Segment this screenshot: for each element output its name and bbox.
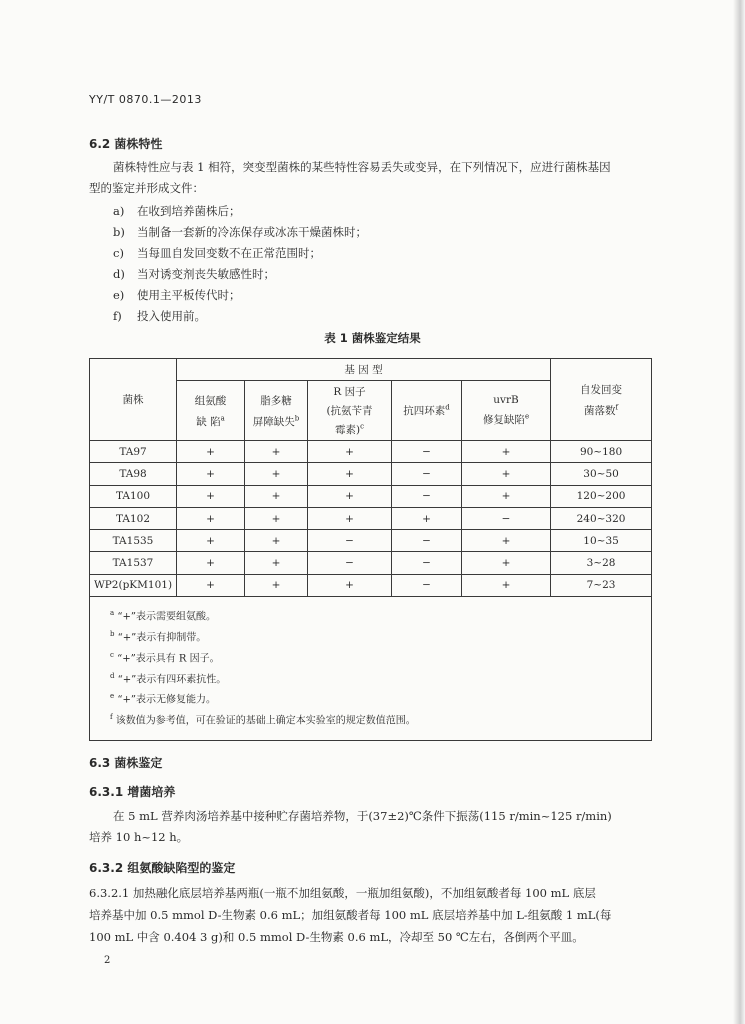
list-item-key: c) [113, 246, 124, 260]
footnote-mark: f [110, 713, 113, 722]
header-histidine-text: 缺 陷 [196, 415, 221, 428]
header-r-factor-text: 霉素) [334, 424, 361, 436]
cell-histidine: + [177, 485, 245, 507]
header-r-factor-line3 [308, 422, 391, 437]
footnote-mark: d [110, 671, 115, 680]
header-uvrb-text: 修复缺陷 [482, 414, 525, 426]
list-item-key: d) [113, 267, 125, 281]
list-item [113, 203, 241, 219]
table-row [90, 552, 652, 574]
cell-histidine: + [177, 463, 245, 485]
footnote-mark: c [360, 422, 365, 431]
header-lps-line2 [245, 414, 307, 429]
footnote-mark: e [524, 412, 530, 421]
cell-lps: + [245, 507, 308, 529]
cell-tetracycline: − [392, 552, 462, 574]
section-6-3-2-1-para-line2: 培养基中加 0.5 mmol D-生物素 0.6 mL；加组氨酸者每 100 mL 底层培养基中加 L-组氨酸 1 mL(每 [89, 908, 612, 922]
table-row [90, 463, 652, 485]
header-revertants [551, 359, 652, 441]
cell-histidine: + [177, 552, 245, 574]
header-revertants-line1: 自发回变 [580, 383, 623, 396]
list-item-text: 当制备一套新的冷冻保存或冰冻干燥菌株时； [137, 225, 367, 239]
footnote [110, 688, 645, 709]
list-item [113, 287, 241, 303]
cell-uvrb: − [462, 507, 551, 529]
section-6-2-para-line2: 型的鉴定并形成文件： [89, 181, 204, 195]
footnote-mark: d [445, 403, 450, 412]
header-uvrb-line2 [462, 412, 550, 427]
section-6-2-title: 6.2 菌株特性 [89, 137, 163, 151]
header-tetracycline [392, 381, 462, 441]
cell-tetracycline: − [392, 463, 462, 485]
cell-uvrb: + [462, 574, 551, 596]
footnote-mark: e [110, 692, 115, 701]
list-item [113, 266, 275, 282]
section-6-3-1-title: 6.3.1 增菌培养 [89, 785, 176, 799]
list-item-text: 投入使用前。 [137, 309, 206, 323]
footnote [110, 647, 645, 668]
footnote-text: “+”表示需要组氨酸。 [117, 611, 216, 623]
footnote-text: “+”表示有抑制带。 [117, 632, 207, 644]
cell-tetracycline: + [392, 507, 462, 529]
list-item [113, 308, 206, 324]
header-lps [245, 381, 308, 441]
footnote-mark: b [110, 629, 115, 638]
footnote-text: “+”表示具有 R 因子。 [117, 653, 220, 665]
cell-revertants: 3~28 [551, 552, 652, 574]
header-uvrb-line1: uvrB [493, 394, 519, 406]
cell-revertants: 120~200 [551, 485, 652, 507]
header-histidine [177, 381, 245, 441]
cell-strain: TA97 [90, 441, 177, 463]
footnote [110, 626, 645, 647]
cell-histidine: + [177, 530, 245, 552]
cell-r-factor: + [308, 463, 392, 485]
cell-strain: TA1535 [90, 530, 177, 552]
list-item-text: 当每皿自发回变数不在正常范围时； [137, 246, 321, 260]
table-row [90, 507, 652, 529]
footnote-mark: a [110, 609, 115, 618]
list-item [113, 245, 321, 261]
header-r-factor-line1: R 因子 [333, 386, 366, 398]
table-row [90, 574, 652, 596]
header-histidine-line2 [177, 414, 244, 429]
footnote-text: 该数值为参考值，可在验证的基础上确定本实验室的规定数值范围。 [115, 715, 416, 727]
header-revertants-text: 菌落数 [584, 404, 616, 417]
page-number: 2 [104, 955, 111, 966]
cell-lps: + [245, 441, 308, 463]
header-tetracycline-text: 抗四环素 [403, 405, 446, 417]
list-item-key: b) [113, 225, 125, 239]
list-item-key: f) [113, 309, 122, 323]
footnote-text: “+”表示有四环素抗性。 [117, 673, 227, 685]
cell-tetracycline: − [392, 530, 462, 552]
cell-r-factor: + [308, 441, 392, 463]
cell-tetracycline: − [392, 574, 462, 596]
section-6-3-2-1-para-line1: 6.3.2.1 加热融化底层培养基两瓶(一瓶不加组氨酸，一瓶加组氨酸)，不加组氨酸者每 100 mL 底层 [89, 886, 596, 900]
table-row [90, 441, 652, 463]
cell-tetracycline: − [392, 441, 462, 463]
list-item-text: 在收到培养菌株后； [137, 204, 241, 218]
cell-strain: TA98 [90, 463, 177, 485]
cell-lps: + [245, 530, 308, 552]
header-r-factor [308, 381, 392, 441]
cell-lps: + [245, 552, 308, 574]
cell-r-factor: + [308, 485, 392, 507]
header-uvrb [462, 381, 551, 441]
list-item-key: a) [113, 204, 125, 218]
footnote [110, 709, 645, 730]
cell-r-factor: + [308, 507, 392, 529]
header-lps-text: 屏障缺失 [252, 415, 295, 428]
cell-histidine: + [177, 507, 245, 529]
cell-uvrb: + [462, 530, 551, 552]
document-header: YY/T 0870.1—2013 [89, 93, 202, 106]
section-6-3-1-para-line1: 在 5 mL 营养肉汤培养基中接种贮存菌培养物，于(37±2)℃条件下振荡(115 r/min~125 r/min) [113, 809, 612, 823]
cell-r-factor: − [308, 552, 392, 574]
cell-uvrb: + [462, 552, 551, 574]
cell-r-factor: + [308, 574, 392, 596]
cell-revertants: 90~180 [551, 441, 652, 463]
section-6-3-title: 6.3 菌株鉴定 [89, 756, 163, 770]
section-6-3-2-1-para-line3: 100 mL 中含 0.404 3 g)和 0.5 mmol D-生物素 0.6 mL，冷却至 50 ℃左右，各倒两个平皿。 [89, 930, 584, 944]
table-caption: 表 1 菌株鉴定结果 [324, 331, 421, 345]
header-r-factor-line2: (抗氨苄青 [326, 405, 373, 417]
header-genotype: 基 因 型 [177, 359, 551, 381]
cell-strain: TA1537 [90, 552, 177, 574]
cell-strain: TA100 [90, 485, 177, 507]
table-footnotes [90, 597, 652, 741]
cell-tetracycline: − [392, 485, 462, 507]
header-histidine-line1: 组氨酸 [194, 394, 227, 407]
footnote-text: “+”表示无修复能力。 [117, 694, 216, 706]
cell-revertants: 7~23 [551, 574, 652, 596]
footnote-mark: f [615, 403, 619, 411]
header-revertants-line2 [551, 403, 651, 418]
footnote [110, 668, 645, 689]
cell-revertants: 240~320 [551, 507, 652, 529]
list-item [113, 224, 367, 240]
list-item-key: e) [113, 288, 125, 302]
list-item-text: 使用主平板传代时； [137, 288, 241, 302]
footnote [110, 605, 645, 626]
cell-uvrb: + [462, 463, 551, 485]
cell-r-factor: − [308, 530, 392, 552]
cell-strain: TA102 [90, 507, 177, 529]
cell-histidine: + [177, 574, 245, 596]
footnote-mark: b [294, 414, 300, 422]
cell-uvrb: + [462, 441, 551, 463]
footnote-mark: c [110, 650, 114, 659]
cell-strain: WP2(pKM101) [90, 574, 177, 596]
cell-lps: + [245, 574, 308, 596]
list-item-text: 当对诱变剂丧失敏感性时； [137, 267, 275, 281]
cell-lps: + [245, 463, 308, 485]
header-lps-line1: 脂多糖 [260, 394, 292, 407]
table-row [90, 485, 652, 507]
cell-revertants: 30~50 [551, 463, 652, 485]
section-6-3-2-title: 6.3.2 组氨酸缺陷型的鉴定 [89, 861, 236, 875]
page-edge-shadow [733, 0, 745, 1024]
section-6-3-1-para-line2: 培养 10 h~12 h。 [89, 830, 189, 844]
header-strain: 菌株 [90, 359, 177, 441]
section-6-2-para-line1: 菌株特性应与表 1 相符，突变型菌株的某些特性容易丢失或变异，在下列情况下，应进行菌株基因 [113, 160, 611, 174]
cell-lps: + [245, 485, 308, 507]
table-row [90, 530, 652, 552]
cell-revertants: 10~35 [551, 530, 652, 552]
cell-uvrb: + [462, 485, 551, 507]
strain-identification-table [89, 358, 652, 741]
footnote-mark: a [220, 414, 225, 422]
cell-histidine: + [177, 441, 245, 463]
